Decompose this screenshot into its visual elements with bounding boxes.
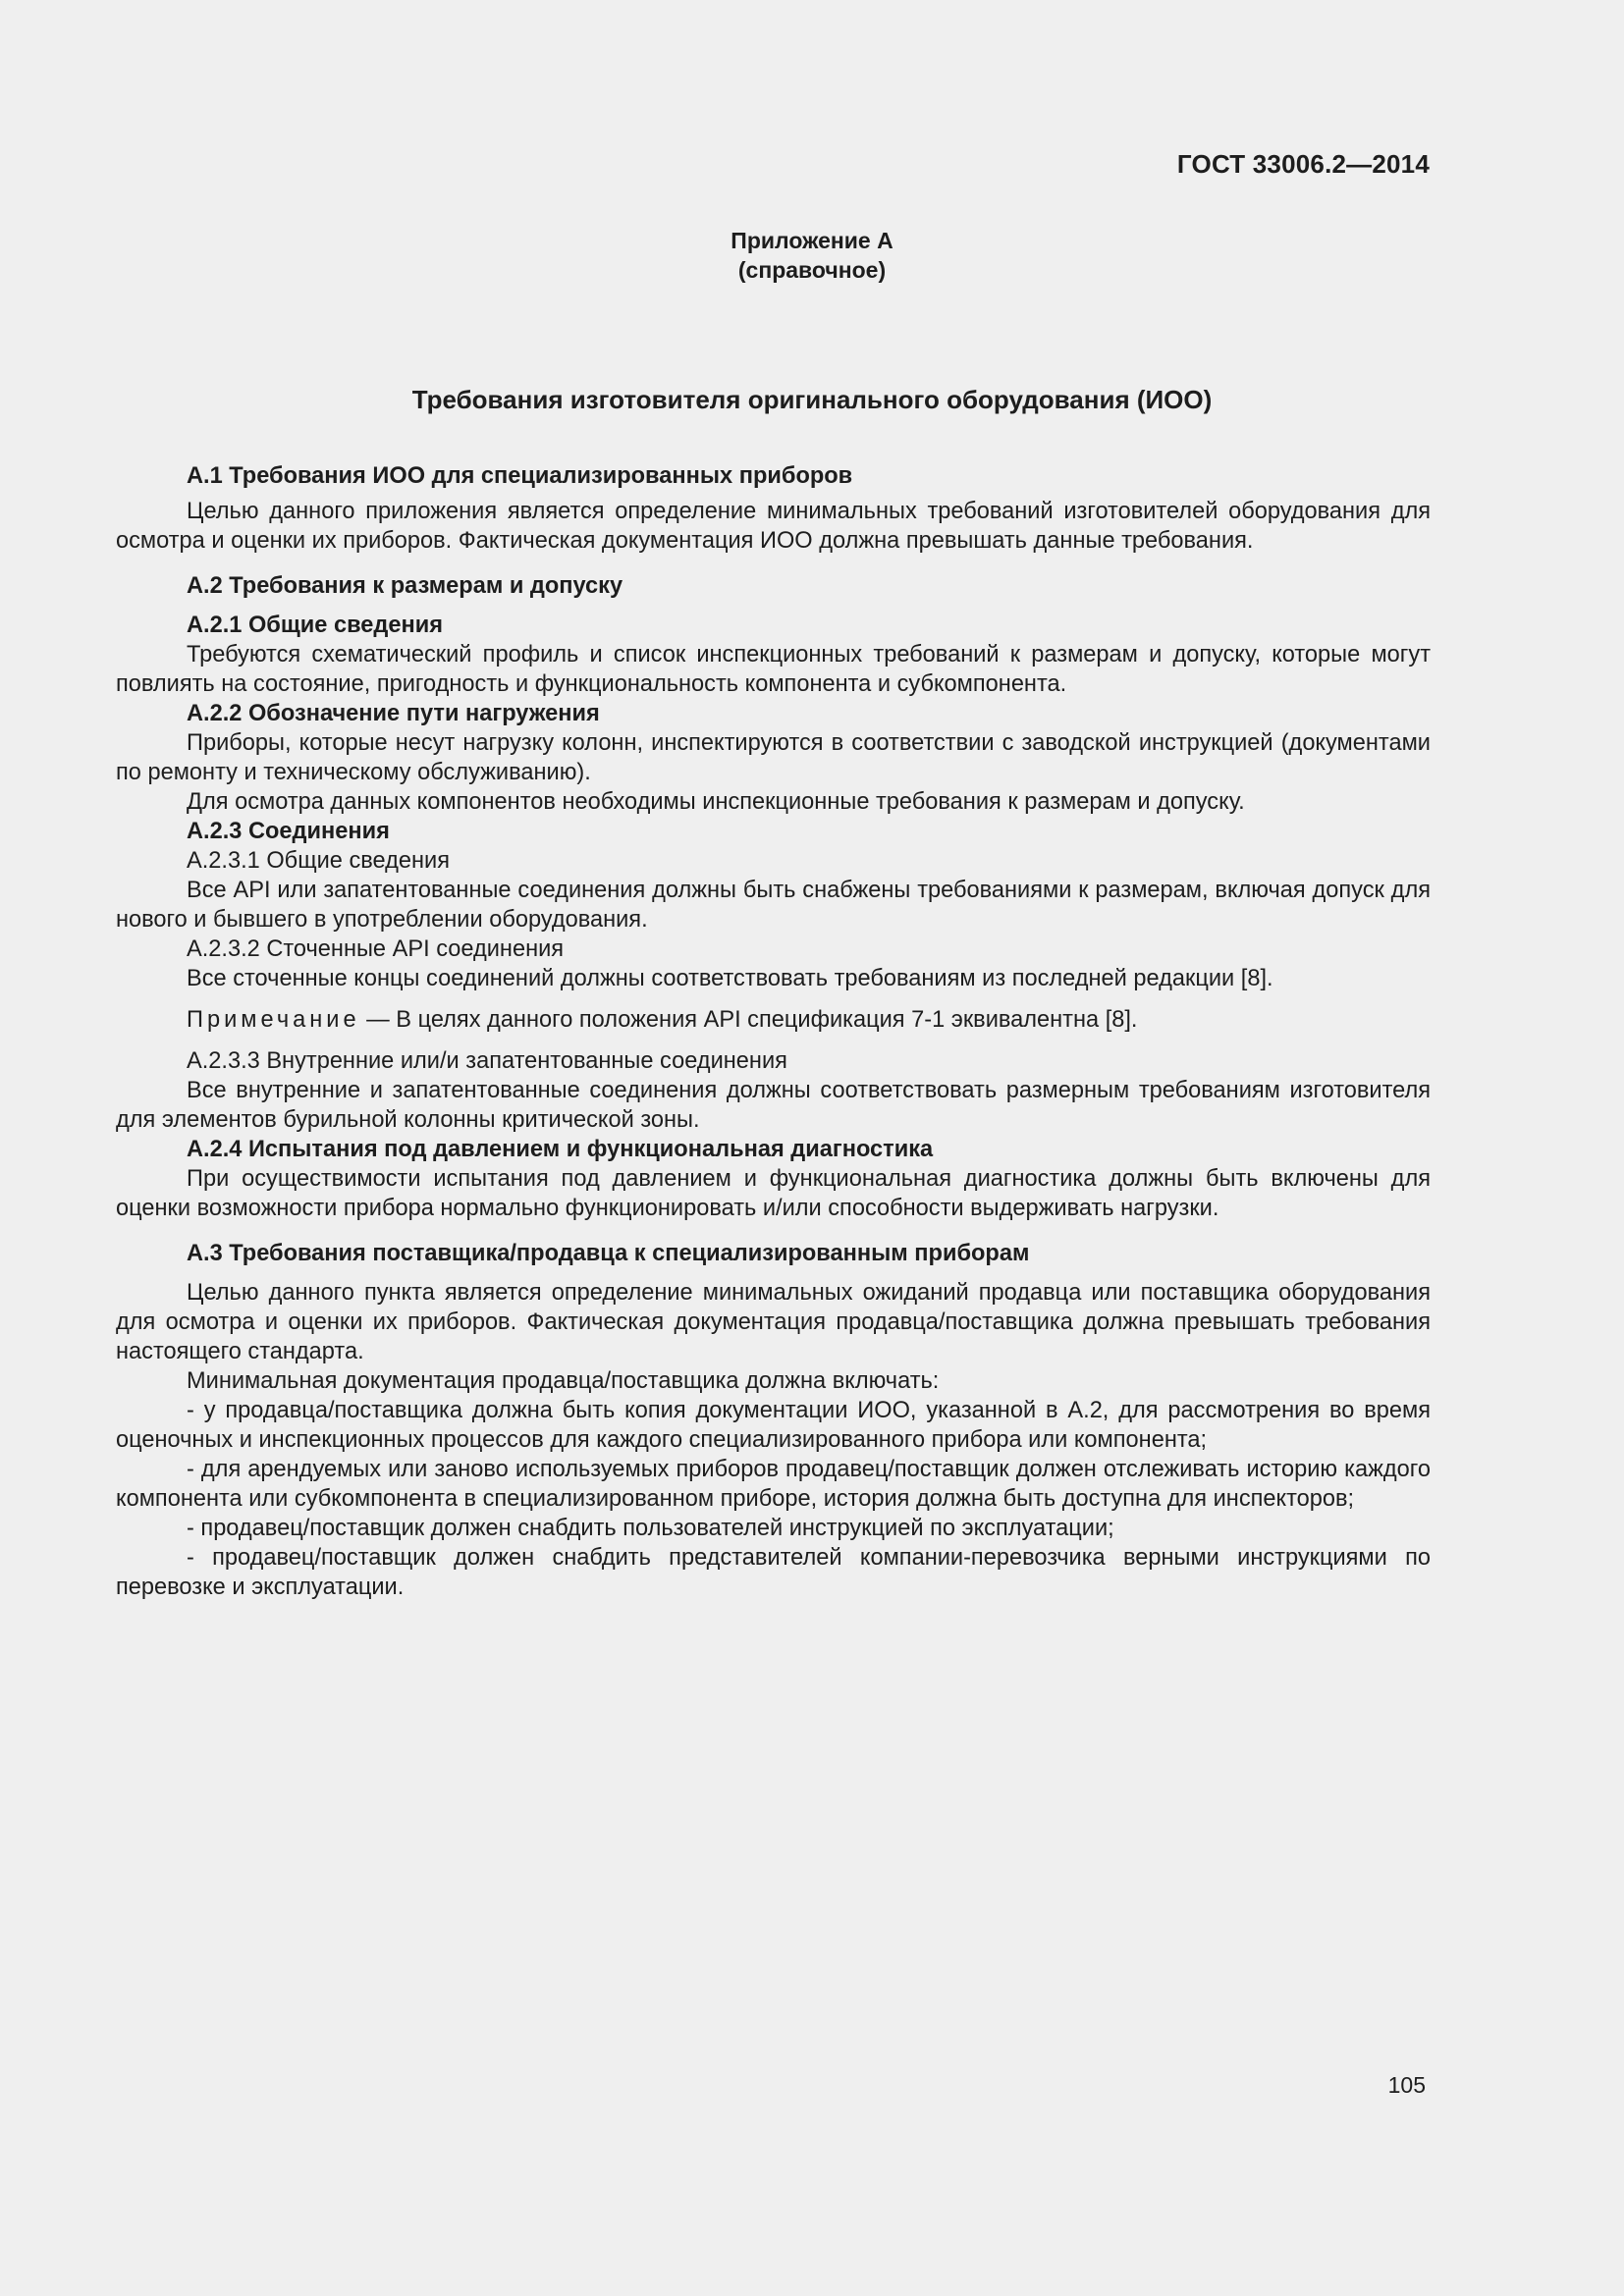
section-a3-heading: А.3 Требования поставщика/продавца к специализированным приборам (187, 1241, 1030, 1266)
note (116, 1005, 1431, 1035)
page-title: Требования изготовителя оригинального оборудования (ИОО) (411, 385, 1213, 414)
section-a233-text: Все внутренние и запатентованные соединения должны соответствовать размерным требованиям изготовителя для элементов бурильной колонны критической зоны. (116, 1078, 1431, 1133)
section-a1-text: Целью данного приложения является определение минимальных требований изготовителей оборудования для осмотра и оценки их приборов. Фактическая документация ИОО должна превышать данные требования. (116, 499, 1431, 554)
section-a231-text: Все API или запатентованные соединения должны быть снабжены требованиями к размерам, включая допуск для нового и бывшего в употреблении оборудования. (116, 878, 1431, 933)
document-body (116, 461, 1431, 1602)
section-a24-text: При осуществимости испытания под давлением и функциональная диагностика должны быть включены для оценки возможности прибора нормально функционировать и/или способности выдерживать нагрузки. (116, 1166, 1431, 1221)
document-code: ГОСТ 33006.2—2014 (1176, 149, 1430, 179)
note-text: — В целях данного положения API спецификация 7-1 эквивалентна [8]. (366, 1007, 1138, 1033)
list-item: - для арендуемых или заново используемых приборов продавец/поставщик должен отслеживать историю каждого компонента или субкомпонента в специализированном приборе, история должна быть доступна для инспекторов; (116, 1457, 1431, 1512)
section-a1-heading: А.1 Требования ИОО для специализированных приборов (187, 463, 853, 489)
section-a233-heading: А.2.3.3 Внутренние или/и запатентованные соединения (187, 1048, 787, 1074)
section-a22-heading: А.2.2 Обозначение пути нагружения (187, 701, 600, 726)
section-a22-text-1: Приборы, которые несут нагрузку колонн, инспектируются в соответствии с заводской инструкцией (документами по ремонту и техническому обслуживанию). (116, 730, 1431, 785)
section-a3-text: Целью данного пункта является определение минимальных ожиданий продавца или поставщика оборудования для осмотра и оценки их приборов. Фактическая документация продавца/поставщика должна превышать требования настоящего стандарта. (116, 1280, 1431, 1364)
section-a24-heading: А.2.4 Испытания под давлением и функциональная диагностика (187, 1137, 934, 1162)
appendix-title: Приложение А (731, 228, 893, 253)
appendix-subtitle: (справочное) (737, 257, 887, 283)
section-a22-text-2: Для осмотра данных компонентов необходимы инспекционные требования к размерам и допуску. (187, 789, 1245, 815)
section-a21-heading: А.2.1 Общие сведения (187, 613, 444, 638)
section-a23-heading: А.2.3 Соединения (187, 819, 390, 844)
section-a232-heading: А.2.3.2 Сточенные API соединения (187, 936, 565, 962)
section-a3-list-intro: Минимальная документация продавца/поставщика должна включать: (187, 1368, 940, 1394)
page-number: 105 (1387, 2072, 1426, 2098)
section-a21-text: Требуются схематический профиль и список инспекционных требований к размерам и допуску, которые могут повлиять на состояние, пригодность и функциональность компонента и субкомпонента. (116, 642, 1431, 697)
list-item: - у продавца/поставщика должна быть копия документации ИОО, указанной в А.2, для рассмотрения во время оценочных и инспекционных процессов для каждого специализированного прибора или компонента; (116, 1398, 1431, 1453)
section-a231-heading: А.2.3.1 Общие сведения (187, 848, 450, 874)
section-a2-heading: А.2 Требования к размерам и допуску (187, 573, 623, 599)
list-item: - продавец/поставщик должен снабдить представителей компании-перевозчика верными инструкциями по перевозке и эксплуатации. (116, 1545, 1431, 1600)
note-label: Примечание (187, 1007, 360, 1033)
list-item: - продавец/поставщик должен снабдить пользователей инструкцией по эксплуатации; (187, 1516, 1114, 1541)
section-a232-text: Все сточенные концы соединений должны соответствовать требованиям из последней редакции [8]. (187, 966, 1273, 991)
appendix-heading (0, 226, 1624, 285)
